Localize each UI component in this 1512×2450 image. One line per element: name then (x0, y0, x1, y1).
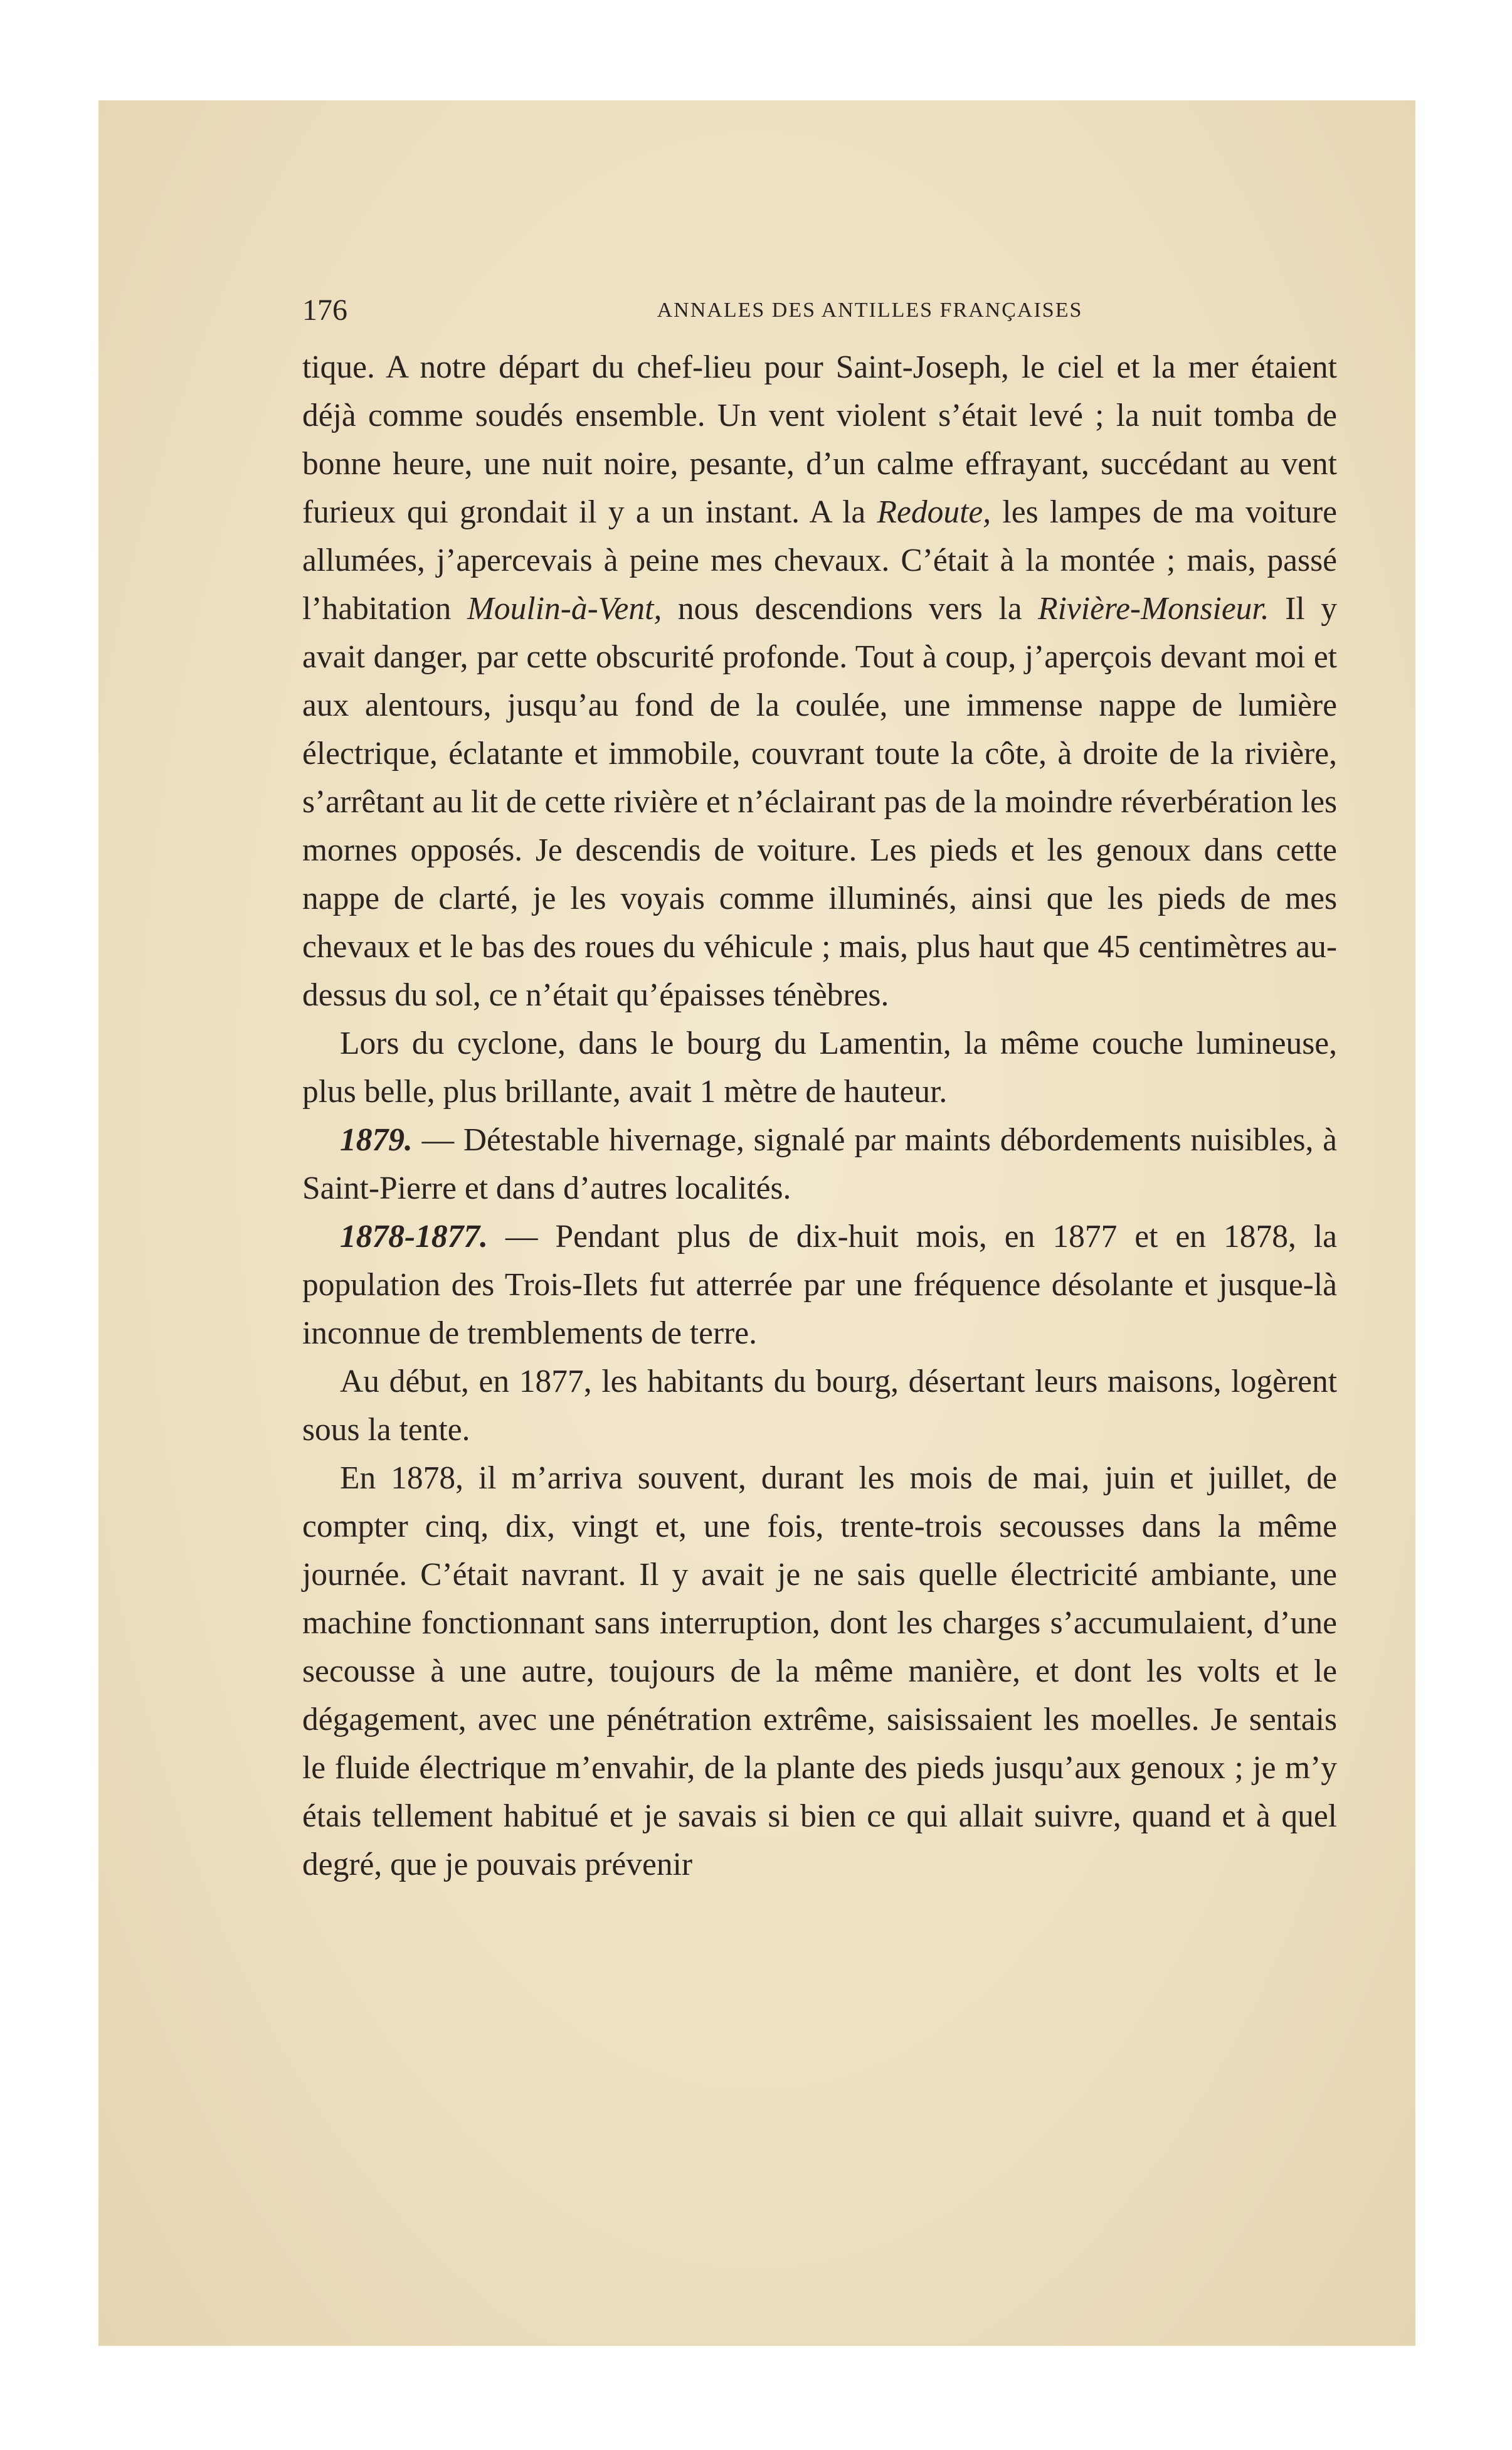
paragraph-continuation (302, 343, 1337, 1019)
paragraph-lamentin (302, 1019, 1337, 1116)
paragraph-text: En 1878, il m’arriva souvent, durant les mois de mai, juin et juillet, de compter cinq, dix, vingt et, une fois, trente-trois secousses dans la même journée. C’était navrant. Il y avait je ne sais quelle électricité ambiante, une machine fonctionnant sans interruption, dont les charges s’accumulaient, d’une secousse à une autre, toujours de la même manière, et dont les volts et le dégagement, avec une pénétration extrême, saisissaient les moelles. Je sentais le fluide électrique m’envahir, de la plante des pieds jusqu’aux genoux ; je m’y étais tellement habitué et je savais si bien ce qui allait suivre, quand et à quel degré, que je pouvais prévenir (302, 1460, 1337, 1882)
paragraph-text: nous descendions vers la (662, 591, 1039, 627)
year-label: 1879. (340, 1122, 413, 1158)
paragraph-1878-secousses (302, 1454, 1337, 1889)
paragraph-text: — Pendant plus de dix-huit mois, en 1877 et en 1878, la population des Trois-Ilets fut atterrée par une fréquence désolante et jusque-là inconnue de tremblements de terre. (302, 1219, 1337, 1351)
place-name-moulin-a-vent: Moulin-à-Vent, (467, 591, 662, 627)
book-page (98, 100, 1415, 2346)
place-name-riviere-monsieur: Rivière-Monsieur. (1038, 591, 1269, 627)
body-text (302, 343, 1337, 1889)
paragraph-text: tique. A notre départ du chef-lieu pour Saint-Joseph, le ciel et la mer étaient déjà comme soudés ensemble. Un vent violent s’était levé ; la nuit tomba de bonne heure, une nuit noire, pesante, d’un calme effrayant, succédant au vent furieux qui grondait il y a un instant. A la (302, 349, 1337, 530)
page-header-title: ANNALES DES ANTILLES FRANÇAISES (657, 299, 1083, 322)
paragraph-1878-1877 (302, 1212, 1337, 1357)
paragraph-1877-tents (302, 1357, 1337, 1454)
text-block (302, 285, 1415, 1889)
paragraph-text: Lors du cyclone, dans le bourg du Lamentin, la même couche lumineuse, plus belle, plus brillante, avait 1 mètre de hauteur. (302, 1026, 1337, 1110)
page-number: 176 (302, 294, 347, 327)
paragraph-text: Au début, en 1877, les habitants du bourg, désertant leurs maisons, logèrent sous la tente. (302, 1364, 1337, 1448)
paragraph-text: — Détestable hivernage, signalé par maints débordements nuisibles, à Saint-Pierre et dans d’autres localités. (302, 1122, 1337, 1206)
place-name-redoute: Redoute, (877, 494, 991, 530)
running-head (302, 285, 1337, 336)
paragraph-text: les lampes de ma voiture allumées, j’apercevais à peine mes chevaux. C’était à la montée ; mais, passé l’habitation (302, 494, 1338, 627)
paragraph-1879 (302, 1116, 1337, 1212)
year-label: 1878-1877. (340, 1219, 489, 1254)
paragraph-text: Il y avait danger, par cette obscurité profonde. Tout à coup, j’aperçois devant moi et aux alentours, jusqu’au fond de la coulée, une immense nappe de lumière électrique, éclatante et immobile, couvrant toute la côte, à droite de la rivière, s’arrêtant au lit de cette rivière et n’éclairant pas de la moindre réverbération les mornes opposés. Je descendis de voiture. Les pieds et les genoux dans cette nappe de clarté, je les voyais comme illuminés, ainsi que les pieds de mes chevaux et le bas des roues du véhicule ; mais, plus haut que 45 centimètres au-dessus du sol, ce n’était qu’épaisses ténèbres. (302, 591, 1337, 1013)
